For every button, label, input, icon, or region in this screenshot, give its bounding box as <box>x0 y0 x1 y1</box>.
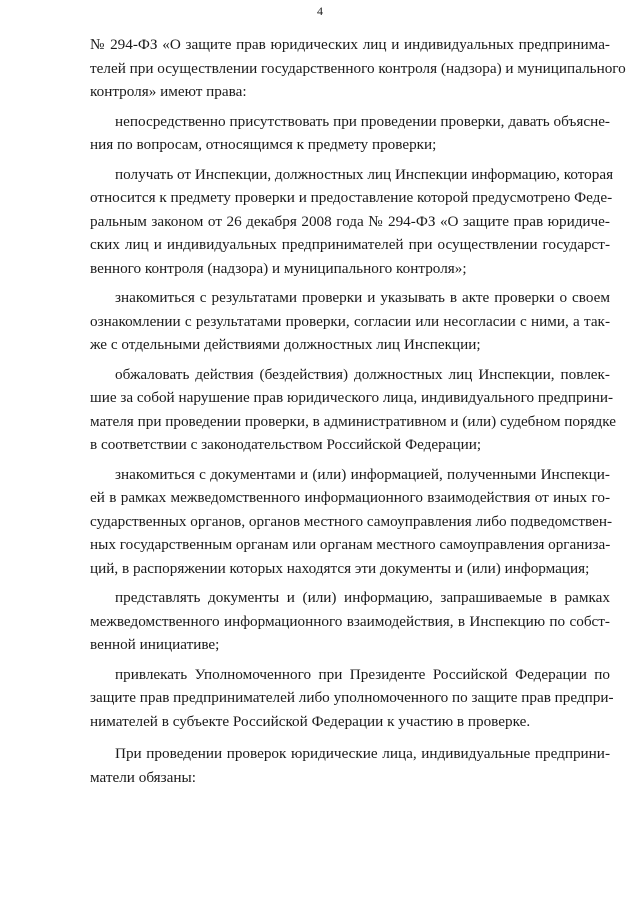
text-line: При проведении проверок юридические лица, индивидуальные предприни- <box>115 745 610 762</box>
text-line: обжаловать действия (бездействия) должностных лиц Инспекции, повлек- <box>115 365 610 383</box>
text-line: мателя при проведении проверки, в административном и (или) судебном порядке <box>90 412 617 430</box>
text-line: контроля» имеют права: <box>90 83 247 100</box>
page-number: 4 <box>317 4 323 18</box>
paragraph-right-attend <box>90 110 610 157</box>
text-line: знакомиться с документами и (или) информацией, полученными Инспекци- <box>115 465 610 483</box>
paragraph-right-submit-documents <box>90 586 610 657</box>
text-line: сударственных органов, органов местного самоуправления либо подведомствен- <box>90 512 613 530</box>
text-line: венного контроля (надзора) и муниципального контроля»; <box>90 259 467 277</box>
text-line: ральным законом от 26 декабря 2008 года № 294-ФЗ «О защите прав юридиче- <box>90 212 610 230</box>
text-line: знакомиться с результатами проверки и указывать в акте проверки о своем <box>115 289 610 306</box>
text-line: привлекать Уполномоченного при Президенте Российской Федерации по <box>115 665 610 683</box>
text-line: нимателей в субъекте Российской Федерации к участию в проверке. <box>90 712 531 730</box>
text-line: в соответствии с законодательством Российской Федерации; <box>90 436 482 453</box>
text-line: защите прав предпринимателей либо уполномоченного по защите прав предпри- <box>90 689 614 706</box>
paragraph-right-appeal <box>90 363 617 457</box>
text-line: ных государственным органам или органам местного самоуправления организа- <box>90 536 611 553</box>
text-line: межведомственного информационного взаимодействия, в Инспекцию по собст- <box>90 612 610 630</box>
text-line: венной инициативе; <box>90 636 220 653</box>
text-line: ций, в распоряжении которых находятся эти документы и (или) информация; <box>90 559 590 577</box>
paragraph-right-review-results <box>90 286 610 357</box>
paragraph-right-review-documents <box>90 463 613 581</box>
paragraph-obligations-intro <box>90 742 610 789</box>
text-line: № 294-ФЗ «О защите прав юридических лиц и индивидуальных предпринима- <box>90 36 610 53</box>
text-line: ния по вопросам, относящимся к предмету проверки; <box>90 136 437 153</box>
paragraph-rights-intro <box>90 33 626 104</box>
text-line: же с отдельными действиями должностных лиц Инспекции; <box>90 336 481 353</box>
text-line: получать от Инспекции, должностных лиц Инспекции информацию, которая <box>115 165 614 183</box>
text-line: телей при осуществлении государственного контроля (надзора) и муниципального <box>90 59 626 77</box>
document-body <box>90 33 626 789</box>
text-line: матели обязаны: <box>90 768 196 786</box>
text-line: ей в рамках межведомственного информационного взаимодействия от иных го- <box>90 489 610 506</box>
text-line: ских лиц и индивидуальных предпринимателей при осуществлении государст- <box>90 236 610 253</box>
text-line: шие за собой нарушение прав юридического лица, индивидуального предприни- <box>90 389 614 406</box>
text-line: представлять документы и (или) информацию, запрашиваемые в рамках <box>115 589 610 606</box>
text-line: ознакомлении с результатами проверки, согласии или несогласии с ними, а так- <box>90 312 610 330</box>
text-line: непосредственно присутствовать при проведении проверки, давать объясне- <box>115 112 610 130</box>
text-line: относится к предмету проверки и предоставление которой предусмотрено Феде- <box>90 189 613 206</box>
paragraph-right-receive-info <box>90 163 614 281</box>
paragraph-right-involve-ombudsman <box>90 663 614 734</box>
